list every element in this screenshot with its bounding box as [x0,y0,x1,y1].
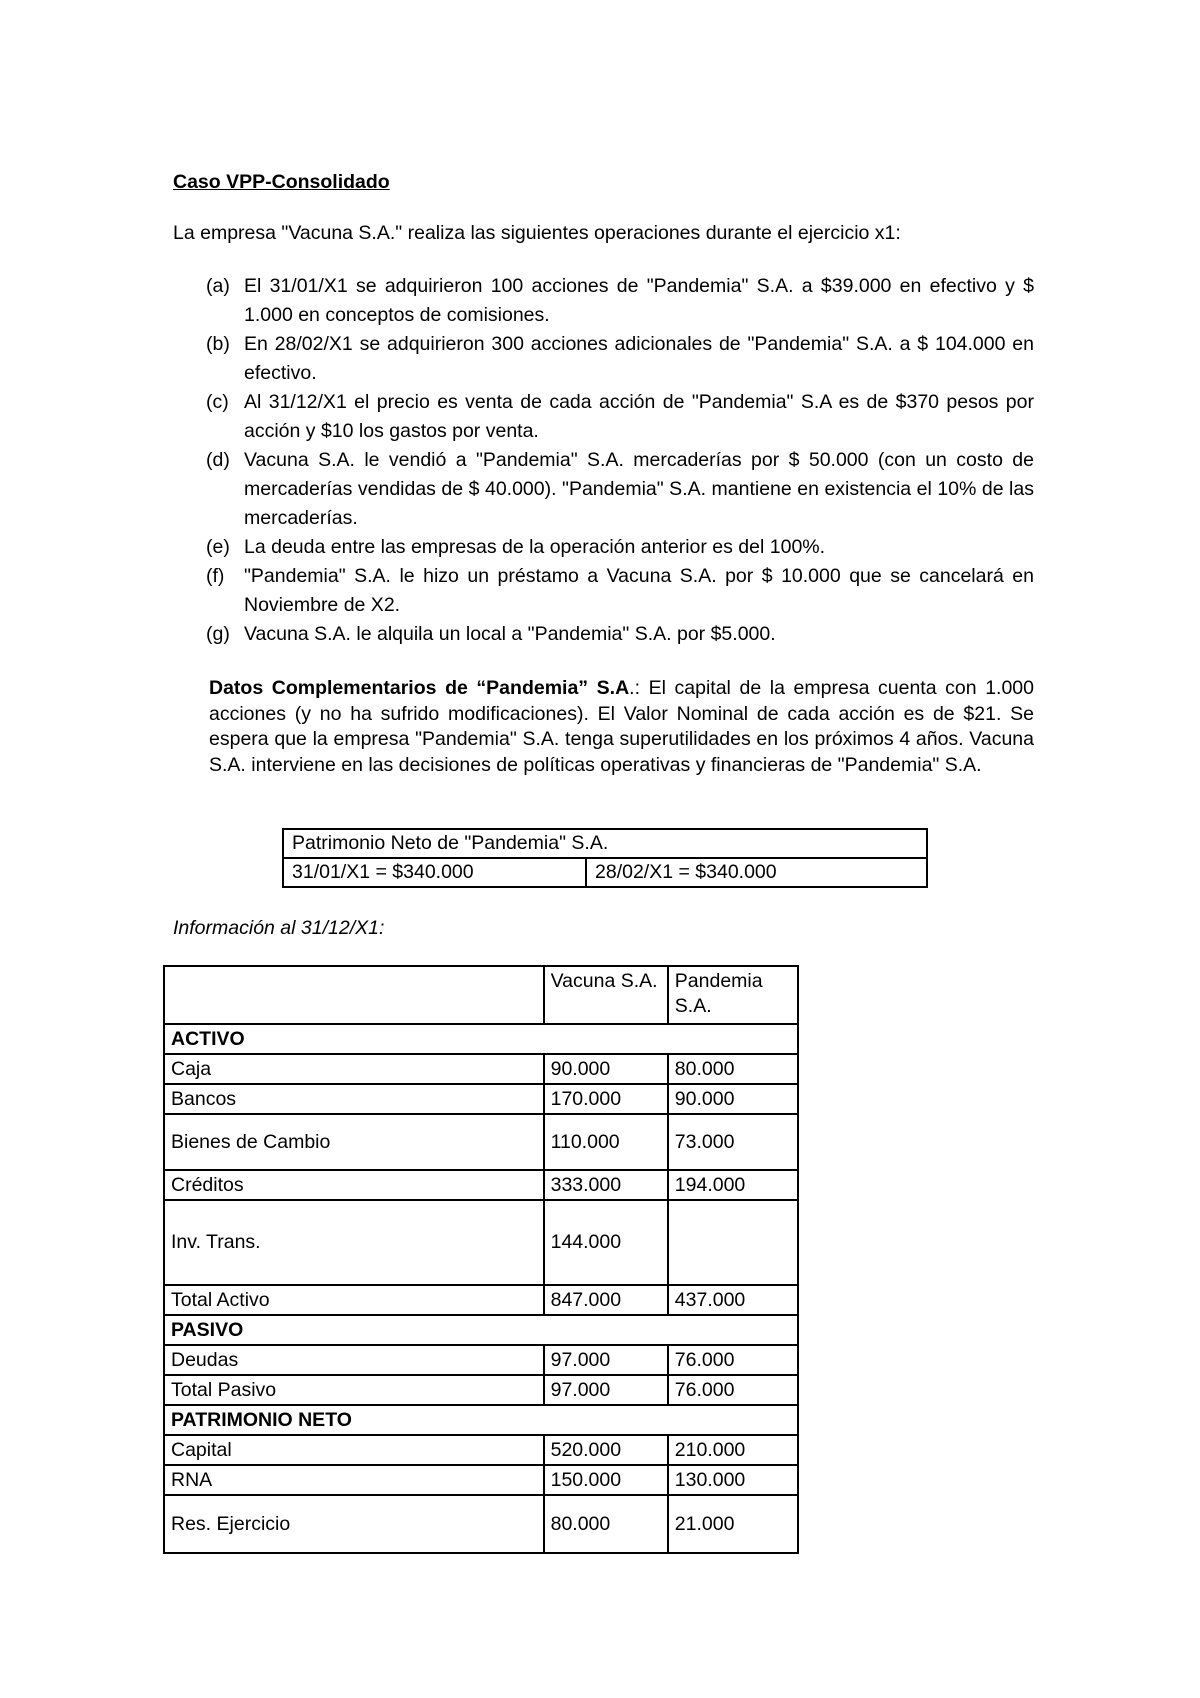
row-value-pandemia [668,1200,798,1285]
equity-cell-feb: 28/02/X1 = $340.000 [586,858,927,887]
item-label: (f) [206,565,225,587]
row-label: Caja [164,1054,544,1084]
row-label: Bienes de Cambio [164,1114,544,1170]
table-row [164,1495,798,1553]
item-label: (g) [206,623,230,645]
row-label: Inv. Trans. [164,1200,544,1285]
section-row [164,1315,798,1345]
table-row [283,829,927,858]
row-value-vacuna: 97.000 [544,1345,668,1375]
row-label: Total Activo [164,1285,544,1315]
row-value-pandemia: 76.000 [668,1345,798,1375]
list-item [206,388,1034,446]
row-value-vacuna: 97.000 [544,1375,668,1405]
row-label: RNA [164,1465,544,1495]
row-value-pandemia: 73.000 [668,1114,798,1170]
section-row [164,1024,798,1054]
table-row [164,1170,798,1200]
row-label: Total Pasivo [164,1375,544,1405]
row-value-vacuna: 110.000 [544,1114,668,1170]
item-label: (e) [206,536,230,558]
table-row [283,858,927,887]
row-value-pandemia: 21.000 [668,1495,798,1553]
section-heading-pasivo: PASIVO [164,1315,798,1345]
item-text: La deuda entre las empresas de la operación anterior es del 100%. [244,536,826,558]
table-row [164,1465,798,1495]
section-row [164,1405,798,1435]
table-row [164,1200,798,1285]
row-value-vacuna: 90.000 [544,1054,668,1084]
item-label: (a) [206,275,230,297]
balance-table [163,965,799,1554]
list-item [206,533,1034,562]
row-value-vacuna: 333.000 [544,1170,668,1200]
item-text: Vacuna S.A. le vendió a "Pandemia" S.A. mercaderías por $ 50.000 (con un costo de mercaderías vendidas de $ 40.000). "Pandemia" S.A. mantiene en existencia el 10% de las mercaderías. [244,449,1034,529]
item-text: Vacuna S.A. le alquila un local a "Pandemia" S.A. por $5.000. [244,623,776,645]
column-header-vacuna: Vacuna S.A. [544,966,668,1024]
row-label: Capital [164,1435,544,1465]
table-row [164,1435,798,1465]
operations-list [206,272,1034,649]
list-item [206,620,1034,649]
table-row [164,1345,798,1375]
row-value-vacuna: 144.000 [544,1200,668,1285]
equity-table-header: Patrimonio Neto de "Pandemia" S.A. [283,829,927,858]
table-row [164,1114,798,1170]
item-label: (b) [206,333,230,355]
row-value-pandemia: 90.000 [668,1084,798,1114]
complementary-data-heading: Datos Complementarios de “Pandemia” S.A [209,677,630,699]
section-heading-activo: ACTIVO [164,1024,798,1054]
row-value-pandemia: 210.000 [668,1435,798,1465]
complementary-data-paragraph [209,676,1034,778]
item-label: (c) [206,391,229,413]
item-text: "Pandemia" S.A. le hizo un préstamo a Vacuna S.A. por $ 10.000 que se cancelará en Noviembre de X2. [244,565,1034,616]
row-value-pandemia: 80.000 [668,1054,798,1084]
row-value-vacuna: 80.000 [544,1495,668,1553]
row-value-pandemia: 194.000 [668,1170,798,1200]
table-row [164,1054,798,1084]
complementary-data-text: .: El capital de la empresa cuenta con 1.000 acciones (y no ha sufrido modificaciones). El Valor Nominal de cada acción es de $21. Se espera que la empresa "Pandemia" S.A. tenga superutilidades en los próximos 4 años. Vacuna S.A. interviene en las decisiones de políticas operativas y financieras de "Pandemia" S.A. [209,677,1034,776]
info-label: Información al 31/12/X1: [173,917,385,939]
document-title: Caso VPP-Consolidado [173,171,390,193]
table-row [164,1084,798,1114]
table-row [164,1285,798,1315]
row-value-vacuna: 170.000 [544,1084,668,1114]
row-value-pandemia: 76.000 [668,1375,798,1405]
item-text: El 31/01/X1 se adquirieron 100 acciones de "Pandemia" S.A. a $39.000 en efectivo y $ 1.000 en conceptos de comisiones. [244,275,1034,326]
column-header-pandemia: Pandemia S.A. [668,966,798,1024]
intro-paragraph: La empresa "Vacuna S.A." realiza las siguientes operaciones durante el ejercicio x1: [173,222,901,244]
row-value-vacuna: 150.000 [544,1465,668,1495]
table-row [164,966,798,1024]
row-value-vacuna: 520.000 [544,1435,668,1465]
row-label: Deudas [164,1345,544,1375]
row-value-vacuna: 847.000 [544,1285,668,1315]
table-row [164,1375,798,1405]
row-value-pandemia: 130.000 [668,1465,798,1495]
list-item [206,272,1034,330]
equity-cell-jan: 31/01/X1 = $340.000 [283,858,586,887]
list-item [206,562,1034,620]
row-label: Bancos [164,1084,544,1114]
row-label: Res. Ejercicio [164,1495,544,1553]
list-item [206,330,1034,388]
item-label: (d) [206,449,230,471]
section-heading-patrimonio-neto: PATRIMONIO NETO [164,1405,798,1435]
item-text: Al 31/12/X1 el precio es venta de cada acción de "Pandemia" S.A es de $370 pesos por acción y $10 los gastos por venta. [244,391,1034,442]
row-label: Créditos [164,1170,544,1200]
equity-table [282,828,928,888]
table-cell [164,966,544,1024]
row-value-pandemia: 437.000 [668,1285,798,1315]
list-item [206,446,1034,533]
item-text: En 28/02/X1 se adquirieron 300 acciones adicionales de "Pandemia" S.A. a $ 104.000 en efectivo. [244,333,1034,384]
